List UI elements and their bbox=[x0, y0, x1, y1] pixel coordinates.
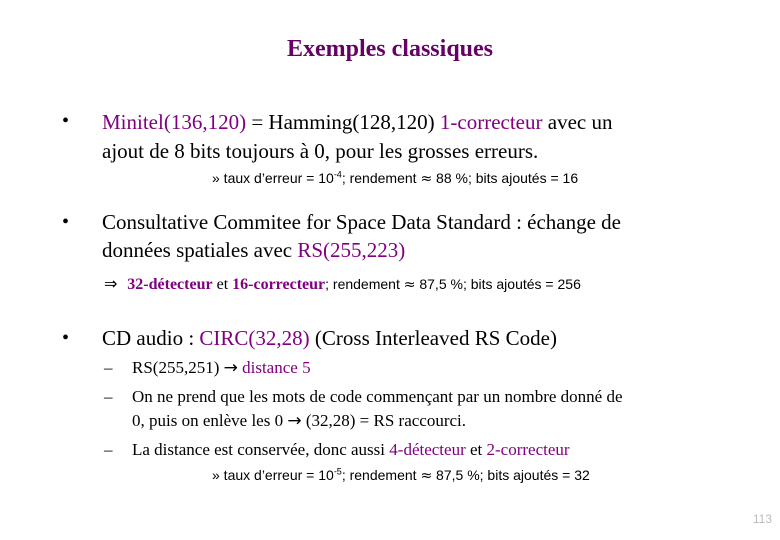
dash-2: – bbox=[104, 387, 113, 406]
error-rate-text: taux d’erreur = 10 bbox=[219, 170, 334, 186]
circ-description: (Cross Interleaved RS Code) bbox=[309, 326, 557, 350]
et-text: et bbox=[465, 440, 487, 459]
rendement-value: 88 %; bits ajoutés = 16 bbox=[432, 170, 579, 186]
et-text: et bbox=[212, 276, 233, 293]
cd-audio-text: CD audio : bbox=[102, 326, 200, 350]
dash-3: – bbox=[104, 440, 113, 459]
detail-3-text: La distance est conservée, donc aussi bbox=[132, 440, 390, 459]
item-3-detail-3 bbox=[132, 438, 570, 462]
rendement-label: ; rendement bbox=[341, 467, 421, 483]
distance-label: distance 5 bbox=[237, 358, 311, 377]
arrow-right-icon: → bbox=[287, 411, 302, 431]
error-rate-exponent: -4 bbox=[333, 169, 342, 180]
item-3-detail-1 bbox=[132, 356, 311, 380]
bullet-item-3: • bbox=[62, 327, 70, 349]
implies-icon: ⇒ bbox=[104, 274, 118, 293]
rendement-label: ; rendement bbox=[341, 170, 421, 186]
item-2-subnote bbox=[104, 274, 581, 294]
dash-1: – bbox=[104, 358, 113, 377]
correcteur-2-label: 2-correcteur bbox=[486, 440, 570, 459]
minitel-code: Minitel(136,120) bbox=[102, 110, 247, 134]
item-1-line-1 bbox=[102, 108, 612, 136]
approx-icon: ≈ bbox=[420, 171, 433, 187]
slide-title: Exemples classiques bbox=[286, 36, 493, 62]
item-3-detail-2-line-2 bbox=[132, 409, 466, 433]
hamming-code: Hamming(128,120) bbox=[268, 110, 435, 134]
item-2-line-2-text: données spatiales avec bbox=[102, 238, 298, 262]
detecteur-label: 32-détecteur bbox=[127, 276, 213, 293]
rendement-label: ; rendement bbox=[325, 276, 404, 292]
page-number: 113 bbox=[752, 512, 772, 526]
rendement-value: 87,5 %; bits ajoutés = 32 bbox=[432, 467, 590, 483]
raquo-icon: » bbox=[212, 170, 220, 186]
item-1-subnote bbox=[212, 170, 578, 187]
item-2-line-2 bbox=[102, 236, 405, 264]
rs-255-251: RS(255,251) bbox=[132, 358, 224, 377]
item-3-subnote bbox=[212, 467, 590, 484]
circ-code: CIRC(32,28) bbox=[199, 326, 310, 350]
arrow-right-icon: → bbox=[223, 358, 238, 378]
approx-icon: ≈ bbox=[420, 468, 433, 484]
approx-icon: ≈ bbox=[403, 277, 416, 293]
item-1-tail: avec un bbox=[542, 110, 613, 134]
item-2-line-1: Consultative Commitee for Space Data Standard : échange de bbox=[102, 210, 622, 234]
bullet-item-1: • bbox=[62, 110, 70, 132]
rendement-value: 87,5 %; bits ajoutés = 256 bbox=[415, 276, 581, 292]
error-rate-text: taux d’erreur = 10 bbox=[219, 467, 334, 483]
bullet-item-2: • bbox=[62, 211, 70, 233]
detail-2-text: 0, puis on enlève les 0 bbox=[132, 411, 288, 430]
detecteur-4-label: 4-détecteur bbox=[389, 440, 466, 459]
equals-text: = bbox=[246, 110, 269, 134]
raquo-icon: » bbox=[212, 467, 220, 483]
correcteur-16-label: 16-correcteur bbox=[232, 276, 326, 293]
correcteur-label: 1-correcteur bbox=[434, 110, 543, 134]
item-1-line-2: ajout de 8 bits toujours à 0, pour les grosses erreurs. bbox=[102, 139, 539, 163]
rs-shortened-text: (32,28) = RS raccourci. bbox=[301, 411, 467, 430]
item-3-line-1 bbox=[102, 324, 557, 352]
item-3-detail-2-line-1: On ne prend que les mots de code commençant par un nombre donné de bbox=[132, 387, 623, 406]
rs-code: RS(255,223) bbox=[297, 238, 406, 262]
error-rate-exponent: -5 bbox=[333, 466, 342, 477]
